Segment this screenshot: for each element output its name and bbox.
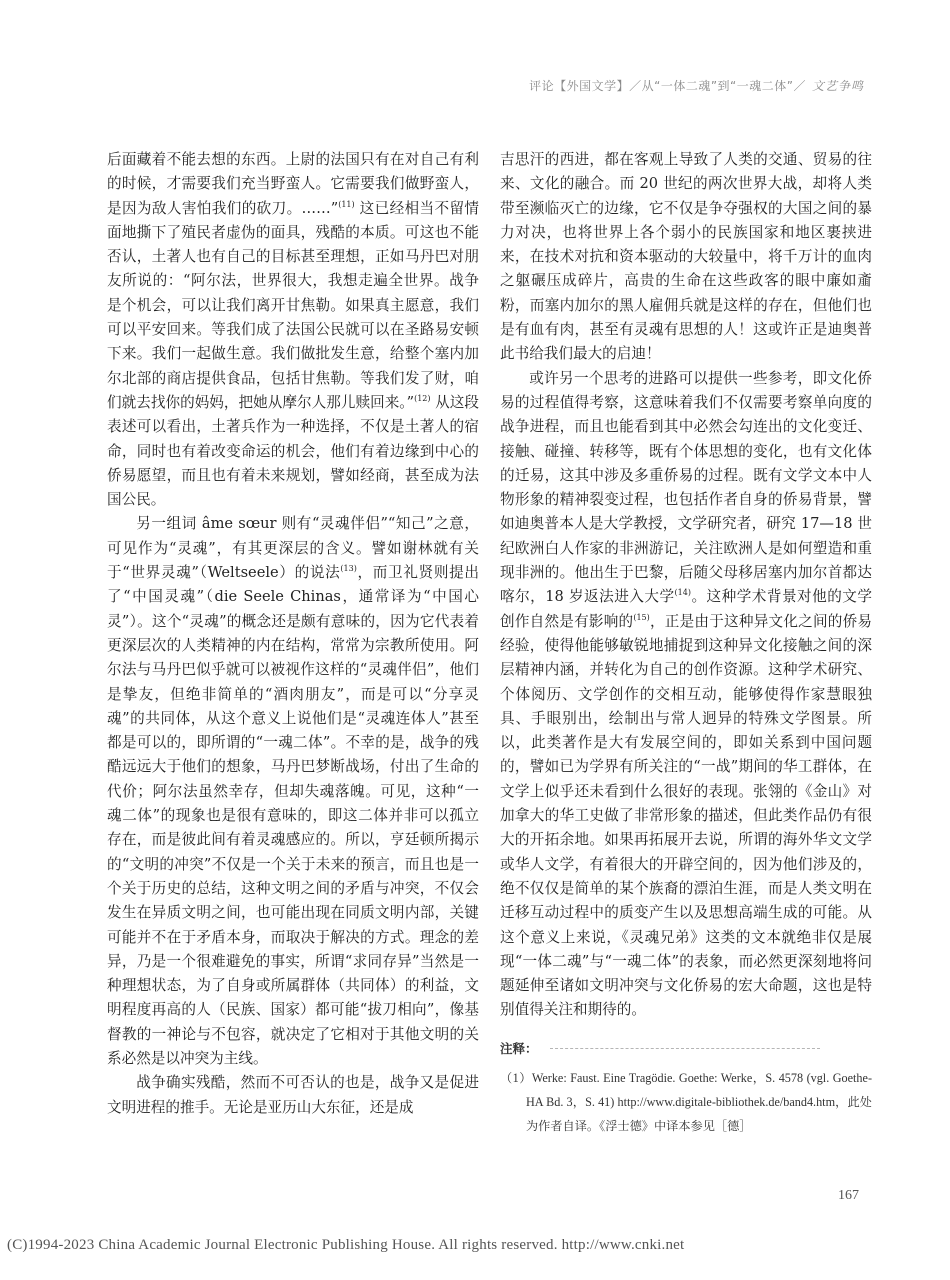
notes-heading	[500, 1037, 872, 1061]
page-number: 167	[838, 1188, 859, 1203]
text-segment: 战争确实残酷，然而不可否认的也是，战争又是促进文明进程的推手。无论是亚历山大东征，还是成	[107, 1074, 479, 1116]
text-segment: 另一组词 âme sœur 则有“灵魂伴侣”“知己”之意，可见作为“灵魂”，有其更深层的含义。譬如谢林就有关于“世界灵魂”（Weltseele）的说法	[107, 515, 479, 582]
text-segment: 。这种学术背景对他的文学创作自然是有影响的	[500, 588, 872, 630]
footnote-ref-12[interactable]: (12)	[414, 393, 431, 403]
text-segment: 后面藏着不能去想的东西。上尉的法国只有在对自己有利的时候，才需要我们充当野蛮人。它需要我们做野蛮人，是因为敌人害怕我们的砍刀。……”	[107, 151, 479, 217]
notes-heading-label: 注释：	[500, 1040, 538, 1056]
running-head-text: 评论【外国文学】／从“一体二魂”到“一魂二体”／	[529, 79, 806, 93]
text-segment: 或许另一个思考的进路可以提供一些参考，即文化侨易的过程值得考察，这意味着我们不仅需要考察单向度的战争进程，而且也能看到其中必然会勾连出的文化变迁、接触、碰撞、转移等，既有个体思想的变化，也有文化体的迁易，这其中涉及多重侨易的过程。既有文学文本中人物形象的精神裂变过程，也包括作者自身的侨易背景，譬如迪奥普本人是大学教授，文学研究者，研究 17—18 世纪欧洲白人作家的非洲游记，关注欧洲人是如何塑造和重现非洲的。他出生于巴黎，后随父母移居塞内加尔首都达喀尔，18 岁返法进入大学	[500, 369, 872, 606]
right-column	[500, 148, 872, 1138]
paragraph-left-3	[107, 1071, 479, 1120]
note-text: Werke: Faust. Eine Tragödie. Goethe: Werke，S. 4578 (vgl. Goethe-HA Bd. 3，S. 41) http://www.digitale-bibliothek.de/band4.htm，此处为作者自译。《浮士德》中译本参见［德］	[526, 1070, 872, 1133]
paragraph-left-1	[107, 148, 479, 512]
text-segment: 这已经相当不留情面地撕下了殖民者虚伪的面具，残酷的本质。可这也不能否认，土著人也有自己的目标甚至理想，正如马丹巴对朋友所说的：“阿尔法，世界很大，我想走遍全世界。战争是个机会，可以让我们离开甘焦勒。如果真主愿意，我们可以平安回来。等我们成了法国公民就可以在圣路易安顿下来。我们一起做生意。我们做批发生意，给整个塞内加尔北部的商店提供食品，包括甘焦勒。等我们发了财，咱们就去找你的妈妈，把她从摩尔人那儿赎回来。”	[107, 199, 480, 411]
footnote-ref-13[interactable]: (13)	[340, 564, 357, 574]
note-item	[500, 1066, 872, 1138]
paragraph-right-1	[500, 148, 872, 367]
footnote-ref-14[interactable]: (14)	[674, 588, 691, 598]
text-segment: ，正是由于这种异文化之间的侨易经验，使得他能够敏锐地捕捉到这种异文化接触之间的深层精神内涵，并转化为自己的创作资源。这种学术研究、个体阅历、文学创作的交相互动，能够使得作家慧眼独具、手眼别出，绘制出与常人迥异的特殊文学图景。所以，此类著作是大有发展空间的，即如关系到中国问题的，譬如已为学界有所关注的“一战”期间的华工群体，在文学上似乎还未看到什么很好的表现。张翎的《金山》对加拿大的华工史做了非常形象的描述，但此类作品仍有很大的开拓余地。如果再拓展开去说，所谓的海外华文文学或华人文学，有着很大的开辟空间的，因为他们涉及的，绝不仅仅是简单的某个族裔的漂泊生涯，而是人类文明在迁移互动过程中的质变产生以及思想高端生成的可能。从这个意义上来说，《灵魂兄弟》这类的文本就绝非仅是展现“一体二魂”与“一魂二体”的表象，而必然更深刻地将问题延伸至诸如文明冲突与文化侨易的宏大命题，这也是特别值得关注和期待的。	[500, 612, 872, 1019]
running-head	[529, 77, 864, 94]
text-segment: 从这段表述可以看出，土著兵作为一种选择，不仅是土著人的宿命，同时也有着改变命运的机会，他们有着边缘到中心的侨易愿望，而且也有着未来规划，譬如经商，甚至成为法国公民。	[107, 393, 480, 509]
paragraph-right-2	[500, 367, 872, 1023]
text-segment: 吉思汗的西进，都在客观上导致了人类的交通、贸易的往来、文化的融合。而 20 世纪的两次世界大战，却将人类带至濒临灭亡的边缘，它不仅是争夺强权的大国之间的暴力对决，也将世界上各个弱小的民族国家和地区裹挟进来，在技术对抗和资本驱动的大较量中，将千万计的血肉之躯碾压成碎片，高贵的生命在这些政客的眼中廉如齑粉，而塞内加尔的黑人雇佣兵就是这样的存在，但他们也是有血有肉，甚至有灵魂有思想的人！这或许正是迪奥普此书给我们最大的启迪！	[500, 151, 872, 363]
footnote-ref-11[interactable]: (11)	[338, 199, 355, 209]
journal-logo: 文艺争鸣	[811, 79, 864, 93]
copyright-footer: (C)1994-2023 China Academic Journal Electronic Publishing House. All rights reserved. http://www.cnki.net	[7, 1237, 685, 1253]
left-column	[107, 148, 479, 1120]
footnote-ref-15[interactable]: (15)	[633, 612, 650, 622]
notes-divider	[550, 1048, 820, 1049]
text-segment: ，而卫礼贤则提出了“中国灵魂”（die Seele Chinas，通常译为“中国心灵”）。这个“灵魂”的概念还是颇有意味的，因为它代表着更深层次的人类精神的内在结构，常常为宗教所使用。阿尔法与马丹巴似乎就可以被视作这样的“灵魂伴侣”，他们是挚友，但绝非简单的“酒肉朋友”，而是可以“分享灵魂”的共同体，从这个意义上说他们是“灵魂连体人”甚至都是可以的，即所谓的“一魂二体”。不幸的是，战争的残酷远远大于他们的想象，马丹巴梦断战场，付出了生命的代价；阿尔法虽然幸存，但却失魂落魄。可见，这种“一魂二体”的现象也是很有意味的，即这二体并非可以孤立存在，而是彼此间有着灵魂感应的。所以，亨廷顿所揭示的“文明的冲突”不仅是一个关于未来的预言，而且也是一个关于历史的总结，这种文明之间的矛盾与冲突，不仅会发生在异质文明之间，也可能出现在同质文明内部，关键可能并不在于矛盾本身，而取决于解决的方式。理念的差异，乃是一个很难避免的事实，所谓“求同存异”当然是一种理想状态，为了自身或所属群体（共同体）的利益，文明程度再高的人（民族、国家）都可能“拔刀相向”，像基督教的一神论与不包容，就决定了它相对于其他文明的关系必然是以冲突为主线。	[107, 564, 479, 1067]
note-label: （1）	[500, 1070, 532, 1085]
paragraph-left-2	[107, 512, 479, 1071]
